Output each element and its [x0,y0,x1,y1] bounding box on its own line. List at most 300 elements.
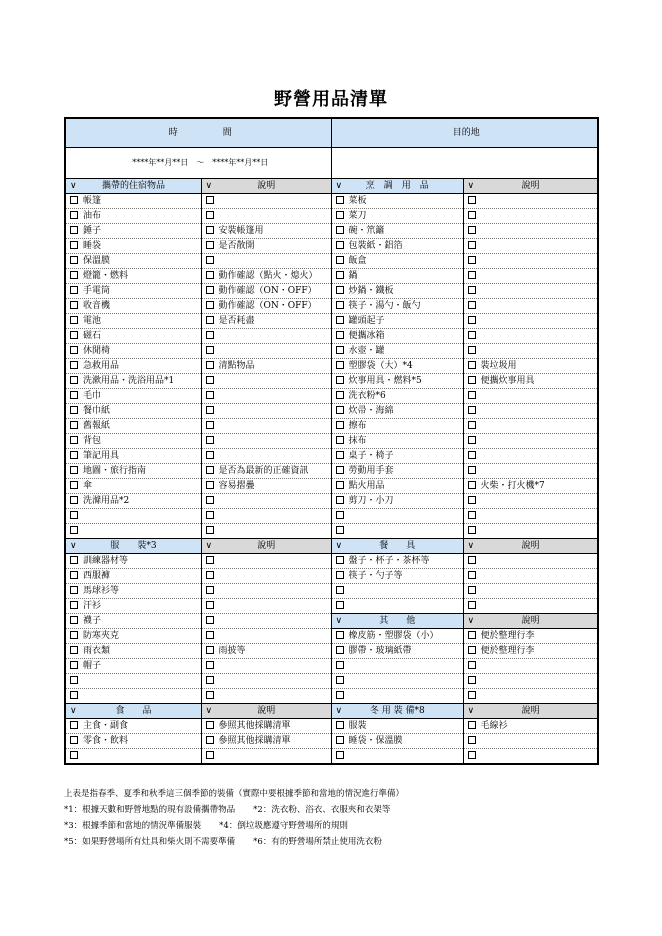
checklist-cell[interactable] [65,464,201,479]
checkbox[interactable] [206,436,214,444]
checklist-cell[interactable] [331,719,463,734]
checklist-cell[interactable] [463,524,598,539]
checkbox[interactable] [206,526,214,534]
checkbox[interactable] [468,316,476,324]
checklist-cell[interactable] [201,689,331,704]
checkbox[interactable] [336,466,344,474]
checklist-cell[interactable] [463,644,598,659]
checkbox[interactable] [468,571,476,579]
checkbox[interactable] [70,601,78,609]
checklist-cell[interactable] [65,209,201,224]
checklist-cell[interactable] [201,284,331,299]
checklist-cell[interactable] [201,494,331,509]
checkbox[interactable] [468,721,476,729]
checklist-cell[interactable] [201,554,331,569]
checklist-cell[interactable] [331,509,463,524]
checkbox[interactable] [206,661,214,669]
checklist-cell[interactable] [65,644,201,659]
checklist-cell[interactable] [463,464,598,479]
checkbox[interactable] [206,736,214,744]
checklist-cell[interactable] [201,584,331,599]
checkbox[interactable] [206,691,214,699]
checklist-cell[interactable] [331,299,463,314]
checkbox[interactable] [468,421,476,429]
checklist-cell[interactable] [65,359,201,374]
item-label: 橡皮筋・塑膠袋（小） [348,631,439,641]
checklist-cell[interactable] [331,749,463,765]
checkbox[interactable] [70,391,78,399]
checklist-cell[interactable] [331,314,463,329]
checkbox[interactable] [468,466,476,474]
checkbox[interactable] [70,346,78,354]
checklist-cell[interactable] [331,224,463,239]
checkbox[interactable] [336,256,344,264]
checklist-cell[interactable] [201,344,331,359]
checkbox[interactable] [336,421,344,429]
checklist-cell[interactable] [65,719,201,734]
checkbox[interactable] [70,481,78,489]
checklist-cell[interactable] [331,209,463,224]
checklist-cell[interactable] [463,209,598,224]
checklist-cell[interactable] [463,224,598,239]
checklist-cell[interactable] [65,389,201,404]
checklist-cell[interactable] [331,434,463,449]
checklist-cell[interactable] [463,374,598,389]
checkbox[interactable] [70,466,78,474]
checkbox[interactable] [336,346,344,354]
checkbox[interactable] [468,661,476,669]
checkbox[interactable] [468,346,476,354]
checklist-cell[interactable] [331,464,463,479]
checkbox[interactable] [70,421,78,429]
checkbox[interactable] [468,751,476,759]
checklist-cell[interactable] [201,419,331,434]
checklist-cell[interactable] [463,284,598,299]
checklist-cell[interactable] [201,659,331,674]
checklist-cell[interactable] [201,749,331,765]
checklist-cell[interactable] [463,299,598,314]
checklist-cell[interactable] [463,509,598,524]
checkbox[interactable] [206,346,214,354]
checkbox[interactable] [70,661,78,669]
checkbox[interactable] [70,571,78,579]
checkbox[interactable] [336,271,344,279]
checkbox[interactable] [70,631,78,639]
item-label: 是否為最新的正確資訊 [218,466,309,476]
checklist-cell[interactable] [65,194,201,209]
checkbox[interactable] [336,376,344,384]
checklist-cell[interactable] [201,734,331,749]
checkbox[interactable] [206,631,214,639]
checklist-cell[interactable] [463,554,598,569]
checklist-cell[interactable] [331,239,463,254]
checklist-cell[interactable] [331,359,463,374]
checkbox[interactable] [336,736,344,744]
checklist-cell[interactable] [331,734,463,749]
checkbox[interactable] [468,736,476,744]
checkbox[interactable] [206,301,214,309]
table-row [65,314,598,329]
checkbox[interactable] [70,511,78,519]
checklist-cell[interactable] [331,554,463,569]
checklist-cell[interactable] [201,254,331,269]
checklist-cell[interactable] [463,194,598,209]
checklist-cell[interactable] [463,749,598,765]
checkbox[interactable] [70,616,78,624]
checklist-cell[interactable] [65,284,201,299]
checklist-cell[interactable] [201,449,331,464]
checklist-cell[interactable] [331,569,463,584]
checkbox[interactable] [468,196,476,204]
checklist-cell[interactable] [201,404,331,419]
checklist-cell[interactable] [201,614,331,629]
checklist-cell[interactable] [201,569,331,584]
checkbox[interactable] [70,691,78,699]
checkbox[interactable] [70,241,78,249]
checklist-cell[interactable] [65,239,201,254]
checkbox[interactable] [70,361,78,369]
item-label: 筷子・湯勺・飯勺 [348,301,421,311]
checkbox[interactable] [206,421,214,429]
checklist-cell[interactable] [463,389,598,404]
checkbox[interactable] [206,211,214,219]
checklist-cell[interactable] [65,299,201,314]
checkbox[interactable] [206,481,214,489]
checkbox[interactable] [336,286,344,294]
checklist-cell[interactable] [331,494,463,509]
checkbox[interactable] [468,301,476,309]
checkbox[interactable] [468,481,476,489]
checklist-cell[interactable] [463,344,598,359]
checklist-cell[interactable] [331,659,463,674]
checkbox[interactable] [206,751,214,759]
checkbox[interactable] [336,691,344,699]
checklist-cell[interactable] [201,509,331,524]
checkbox[interactable] [206,271,214,279]
checklist-cell[interactable] [201,434,331,449]
checklist-cell[interactable] [463,569,598,584]
checkbox[interactable] [468,586,476,594]
checklist-cell[interactable] [331,404,463,419]
checkbox[interactable] [206,721,214,729]
checklist-cell[interactable] [331,194,463,209]
checklist-cell[interactable] [463,659,598,674]
checklist-cell[interactable] [65,269,201,284]
checklist-cell[interactable] [65,614,201,629]
checklist-cell[interactable] [65,419,201,434]
checklist-cell[interactable] [65,569,201,584]
checkbox[interactable] [468,676,476,684]
checkbox[interactable] [336,571,344,579]
checkbox[interactable] [70,256,78,264]
checklist-cell[interactable] [201,329,331,344]
checklist-cell[interactable] [331,644,463,659]
checkbox[interactable] [336,316,344,324]
checkbox[interactable] [468,436,476,444]
checkbox[interactable] [206,286,214,294]
checklist-cell[interactable] [463,359,598,374]
checklist-cell[interactable] [201,464,331,479]
checkbox[interactable] [206,241,214,249]
checklist-cell[interactable] [331,374,463,389]
checkbox[interactable] [468,691,476,699]
checklist-cell[interactable] [65,599,201,614]
checkbox[interactable] [206,331,214,339]
checkbox[interactable] [468,601,476,609]
checkbox[interactable] [70,736,78,744]
checkbox[interactable] [336,586,344,594]
checkbox[interactable] [206,601,214,609]
checkbox[interactable] [70,586,78,594]
checkbox[interactable] [70,316,78,324]
checklist-cell[interactable] [201,314,331,329]
checkbox[interactable] [70,496,78,504]
checklist-cell[interactable] [331,269,463,284]
checklist-cell[interactable] [463,239,598,254]
checkbox[interactable] [70,721,78,729]
checklist-cell[interactable] [201,644,331,659]
checkbox[interactable] [468,646,476,654]
camping-checklist-table [64,117,599,765]
checklist-cell[interactable] [331,329,463,344]
period-value[interactable]: ****年**月**日 ～ ****年**月**日 [65,148,331,179]
checkbox[interactable] [468,526,476,534]
destination-value[interactable] [331,148,598,179]
checkbox[interactable] [206,316,214,324]
checklist-cell[interactable] [201,719,331,734]
checklist-cell[interactable] [463,314,598,329]
checklist-cell[interactable] [65,314,201,329]
checklist-cell[interactable] [65,524,201,539]
checkbox[interactable] [206,361,214,369]
checklist-cell[interactable] [201,629,331,644]
checkbox[interactable] [336,721,344,729]
checkbox[interactable] [336,361,344,369]
checkbox[interactable] [336,451,344,459]
checkbox[interactable] [70,301,78,309]
checkbox[interactable] [468,391,476,399]
checkbox[interactable] [468,631,476,639]
checkbox[interactable] [70,526,78,534]
checkbox[interactable] [70,226,78,234]
checklist-cell[interactable] [65,434,201,449]
checkbox[interactable] [206,466,214,474]
checklist-cell[interactable] [201,479,331,494]
checklist-cell[interactable] [201,224,331,239]
checklist-cell[interactable] [65,494,201,509]
checklist-cell[interactable] [331,284,463,299]
checklist-cell[interactable] [201,359,331,374]
table-row [65,284,598,299]
checkbox[interactable] [206,496,214,504]
checkbox[interactable] [336,646,344,654]
checkbox[interactable] [70,676,78,684]
checkbox[interactable] [206,406,214,414]
checklist-cell[interactable] [65,509,201,524]
checklist-cell[interactable] [463,269,598,284]
checklist-cell[interactable] [463,494,598,509]
checkbox[interactable] [70,286,78,294]
checklist-cell[interactable] [65,584,201,599]
checklist-cell[interactable] [463,719,598,734]
checklist-cell[interactable] [463,449,598,464]
checklist-cell[interactable] [463,329,598,344]
checklist-cell[interactable] [65,344,201,359]
checkbox[interactable] [206,451,214,459]
checkbox[interactable] [70,196,78,204]
checklist-cell[interactable] [65,734,201,749]
checkbox[interactable] [336,511,344,519]
checkbox[interactable] [336,391,344,399]
checkbox[interactable] [70,646,78,654]
checkbox[interactable] [468,496,476,504]
checkbox[interactable] [336,331,344,339]
checkbox[interactable] [336,241,344,249]
checkbox[interactable] [206,511,214,519]
checkbox[interactable] [70,436,78,444]
checkbox[interactable] [336,301,344,309]
checkbox[interactable] [70,331,78,339]
checklist-cell[interactable] [65,329,201,344]
checklist-cell[interactable] [331,419,463,434]
checkbox[interactable] [336,196,344,204]
checkbox[interactable] [70,271,78,279]
checklist-cell[interactable] [65,254,201,269]
checkbox[interactable] [70,406,78,414]
checklist-cell[interactable] [331,674,463,689]
checklist-cell[interactable] [331,389,463,404]
checkbox[interactable] [336,406,344,414]
checkbox[interactable] [336,601,344,609]
table-row [65,524,598,539]
checkbox[interactable] [206,676,214,684]
checkbox[interactable] [206,196,214,204]
checklist-cell[interactable] [331,479,463,494]
checklist-cell[interactable] [463,479,598,494]
checklist-cell[interactable] [65,374,201,389]
checklist-cell[interactable] [65,224,201,239]
checkbox[interactable] [336,661,344,669]
item-label: 點火用品 [348,481,385,491]
item-label: 洗衣粉*6 [348,391,386,401]
checklist-cell[interactable] [65,629,201,644]
checklist-cell[interactable] [201,269,331,284]
checkbox[interactable] [468,511,476,519]
checkbox[interactable] [336,481,344,489]
checkbox[interactable] [206,586,214,594]
checkbox[interactable] [468,211,476,219]
checkbox[interactable] [468,256,476,264]
checklist-cell[interactable] [463,584,598,599]
checklist-cell[interactable] [463,599,598,614]
checklist-cell[interactable] [463,254,598,269]
checklist-cell[interactable] [331,629,463,644]
checklist-cell[interactable] [201,524,331,539]
checklist-cell[interactable] [65,404,201,419]
checklist-cell[interactable] [463,419,598,434]
checkbox[interactable] [468,556,476,564]
checkbox[interactable] [206,571,214,579]
checkbox[interactable] [468,361,476,369]
checklist-cell[interactable] [201,374,331,389]
checkbox[interactable] [468,286,476,294]
checklist-cell[interactable] [331,584,463,599]
checklist-cell[interactable] [463,629,598,644]
checkbox[interactable] [468,406,476,414]
checklist-cell[interactable] [65,449,201,464]
checklist-cell[interactable] [201,209,331,224]
checklist-cell[interactable] [201,194,331,209]
checkbox[interactable] [70,376,78,384]
checkbox[interactable] [336,226,344,234]
checkbox[interactable] [206,646,214,654]
checkbox[interactable] [70,451,78,459]
checklist-cell[interactable] [65,659,201,674]
checklist-cell[interactable] [463,734,598,749]
table-row [65,614,598,629]
checklist-cell[interactable] [331,599,463,614]
checklist-cell[interactable] [201,674,331,689]
checkbox[interactable] [336,526,344,534]
checklist-cell[interactable] [331,524,463,539]
checkbox[interactable] [206,391,214,399]
checkbox[interactable] [70,751,78,759]
checkbox[interactable] [70,211,78,219]
checkbox[interactable] [206,256,214,264]
checklist-cell[interactable] [201,389,331,404]
checkbox[interactable] [336,751,344,759]
item-label: 雨衣類 [83,646,111,656]
checklist-cell[interactable] [65,689,201,704]
checkbox[interactable] [468,376,476,384]
checklist-cell[interactable] [65,479,201,494]
checkbox[interactable] [206,376,214,384]
checkbox[interactable] [336,211,344,219]
checklist-cell[interactable] [65,674,201,689]
checkbox[interactable] [70,556,78,564]
checkbox[interactable] [468,271,476,279]
checklist-cell[interactable] [463,674,598,689]
checklist-cell[interactable] [201,299,331,314]
item-label: 帳篷 [83,196,102,206]
checkbox[interactable] [468,451,476,459]
checklist-cell[interactable] [463,434,598,449]
checklist-cell[interactable] [463,689,598,704]
checkbox[interactable] [206,616,214,624]
checkbox[interactable] [468,226,476,234]
checklist-cell[interactable] [65,749,201,765]
checkbox[interactable] [336,436,344,444]
checklist-cell[interactable] [201,239,331,254]
checkbox[interactable] [468,241,476,249]
checkbox[interactable] [336,631,344,639]
checkbox[interactable] [206,556,214,564]
checkbox[interactable] [468,331,476,339]
checkbox[interactable] [206,226,214,234]
checkbox[interactable] [336,556,344,564]
checkbox[interactable] [336,496,344,504]
checklist-cell[interactable] [463,404,598,419]
checklist-cell[interactable] [331,344,463,359]
item-label: 馬球衫等 [83,586,120,596]
table-row [65,404,598,419]
checklist-cell[interactable] [331,449,463,464]
checklist-cell[interactable] [331,689,463,704]
checklist-cell[interactable] [331,254,463,269]
checklist-cell[interactable] [201,599,331,614]
checklist-cell[interactable] [65,554,201,569]
checkbox[interactable] [336,676,344,684]
